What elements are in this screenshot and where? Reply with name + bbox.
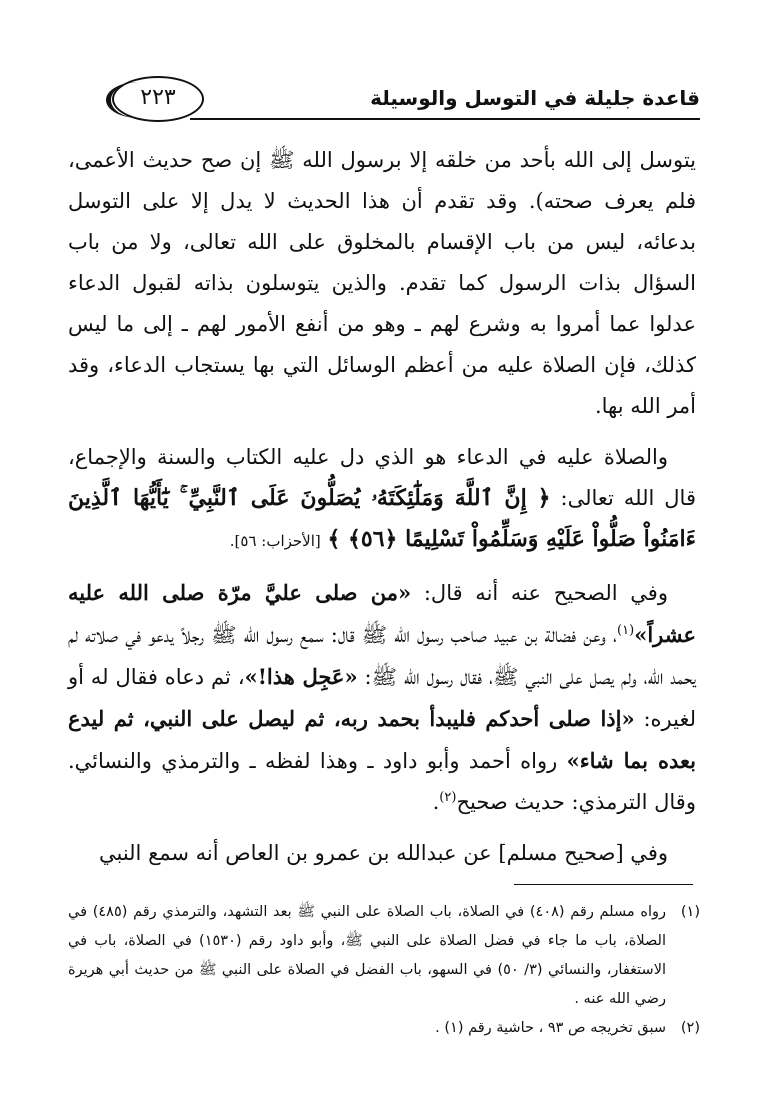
paragraph-3-b: ، وعن فضالة بن عبيد صاحب رسول الله ﷺ قال: سمع رسول الله ﷺ رجلاً يدعو في صلاته لم يحمد الله، ولم يصل على النبي ﷺ، فقال رسول الله ﷺ:	[68, 623, 696, 689]
footnote-2	[68, 1014, 700, 1043]
page-number-oval	[112, 76, 204, 122]
footnote-text: سبق تخريجه ص ٩٣ ، حاشية رقم (١) .	[435, 1020, 666, 1036]
footnotes	[68, 898, 700, 1043]
paragraph-4	[68, 833, 696, 874]
paragraph-3-c: ، ثم دعاه فقال له أو لغيره:	[68, 665, 696, 731]
footnote-text: رواه مسلم رقم (٤٠٨) في الصلاة، باب الصلاة على النبي ﷺ بعد التشهد، والترمذي رقم (٤٨٥) في الصلاة، باب ما جاء في فضل الصلاة على النبي ﷺ، وأبو داود رقم (١٥٣٠) في الصلاة، باب في الاستغفار، والنسائي (٣/ ٥٠) في السهو، باب الفضل في الصلاة على النبي ﷺ من حديث أبي هريرة رضي الله عنه .	[68, 904, 666, 1007]
hadith-quote-1: «من صلى عليَّ مرّة صلى الله عليه عشراً»	[68, 580, 696, 647]
footnote-number: (١)	[680, 904, 700, 920]
verse-reference: [الأحزاب: ٥٦].	[229, 532, 321, 550]
footnote-1	[68, 898, 700, 1014]
main-text	[68, 140, 696, 874]
hadith-quote-3: «إذا صلى أحدكم فليبدأ بحمد ربه، ثم ليصل على النبي، ثم ليدع بعده بما شاء»	[68, 706, 696, 773]
page-number: ٢٢٣	[140, 85, 176, 110]
footnote-number: (٢)	[680, 1020, 700, 1036]
paragraph-2-intro: والصلاة عليه في الدعاء هو الذي دل عليه الكتاب والسنة والإجماع، قال الله تعالى:	[68, 445, 696, 510]
hadith-quote-2: «عَجِل هذا!»	[244, 664, 358, 689]
footnote-separator	[514, 884, 693, 885]
footnote-marker-2[interactable]: (٢)	[439, 790, 457, 805]
header-rule	[190, 118, 700, 120]
paragraph-2	[68, 437, 696, 562]
paragraph-4-text: وفي [صحيح مسلم] عن عبدالله بن عمرو بن العاص أنه سمع النبي	[98, 841, 668, 865]
paragraph-1: يتوسل إلى الله بأحد من خلقه إلا برسول الله ﷺ إن صح حديث الأعمى، فلم يعرف صحته). وقد تقدم أن هذا الحديث لا يدل إلا على التوسل بدعائه، ليس من باب الإقسام بالمخلوق على الله تعالى، ولا من باب السؤال بذات الرسول كما تقدم. والذين يتوسلون بذاته لقبول الدعاء عدلوا عما أمروا به وشرع لهم ـ وهو من أنفع الأمور لهم ـ إلى ما ليس كذلك، فإن الصلاة عليه من أعظم الوسائل التي بها يستجاب الدعاء، وقد أمر الله بها.	[68, 148, 696, 418]
paragraph-3-a: وفي الصحيح عنه أنه قال:	[423, 581, 668, 605]
running-title: قاعدة جليلة في التوسل والوسيلة	[370, 86, 700, 110]
paragraph-3-d: رواه أحمد وأبو داود ـ وهذا لفظه ـ والترمذي والنسائي. وقال الترمذي: حديث صحيح	[68, 749, 696, 814]
quran-verse: ﴿ إِنَّ ٱللَّهَ وَمَلَٰٓئِكَتَهُۥ يُصَلُّونَ عَلَى ٱلنَّبِيِّ ۚ يَٰٓأَيُّهَا ٱلَّذِينَ ءَامَنُواْ صَلُّواْ عَلَيْهِ وَسَلِّمُواْ تَسْلِيمًا ﴿٥٦﴾ ﴾	[68, 485, 696, 552]
paragraph-3-end: .	[432, 790, 440, 814]
paragraph-3	[68, 572, 696, 823]
footnote-marker-1[interactable]: (١)	[617, 623, 635, 638]
